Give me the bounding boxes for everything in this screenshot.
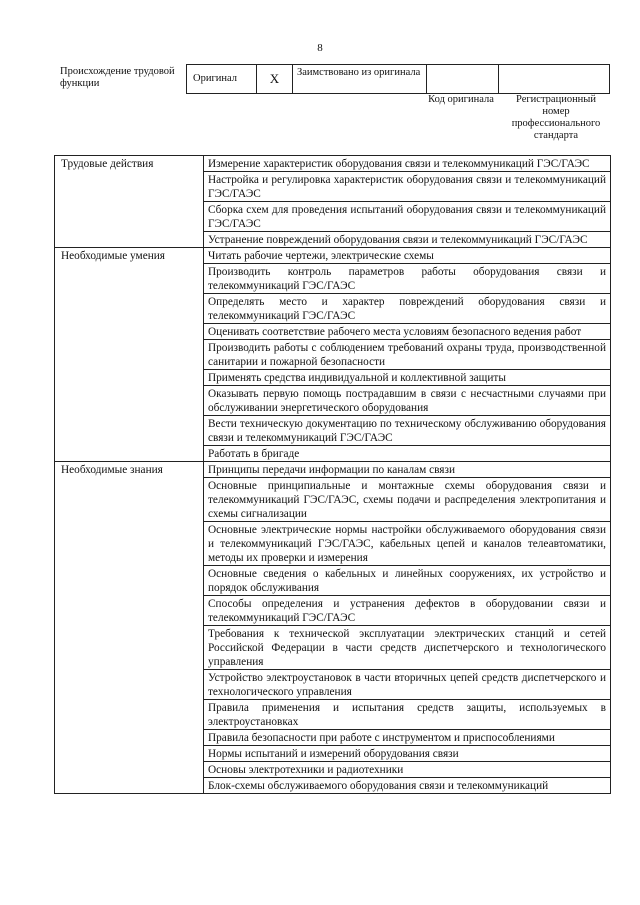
item-cell: Читать рабочие чертежи, электрические схемы bbox=[204, 248, 611, 264]
item-cell: Сборка схем для проведения испытаний оборудования связи и телекоммуникаций ГЭС/ГАЭС bbox=[204, 202, 611, 232]
item-cell: Определять место и характер повреждений оборудования связи и телекоммуникаций ГЭС/ГАЭС bbox=[204, 294, 611, 324]
table-row bbox=[55, 462, 611, 478]
origin-label: Происхождение трудовой функции bbox=[60, 66, 175, 89]
code-cell bbox=[427, 65, 499, 93]
item-cell: Правила безопасности при работе с инструментом и приспособлениями bbox=[204, 730, 611, 746]
item-cell: Применять средства индивидуальной и коллективной защиты bbox=[204, 370, 611, 386]
item-cell: Основные принципиальные и монтажные схемы оборудования связи и телекоммуникаций ГЭС/ГАЭС, схемы подачи и распределения электропитания и схемы сигнализации bbox=[204, 478, 611, 522]
item-cell: Правила применения и испытания средств защиты, используемых в электроустановках bbox=[204, 700, 611, 730]
item-cell: Производить контроль параметров работы оборудования связи и телекоммуникаций ГЭС/ГАЭС bbox=[204, 264, 611, 294]
borrowed-label: Заимствовано из оригинала bbox=[293, 65, 427, 93]
item-cell: Основные электрические нормы настройки обслуживаемого оборудования связи и телекоммуникаций ГЭС/ГАЭС, кабельных цепей и каналов телеавтоматики, методы их проверки и измерения bbox=[204, 522, 611, 566]
table-row bbox=[55, 248, 611, 264]
item-cell: Способы определения и устранения дефектов в оборудовании связи и телекоммуникаций ГЭС/ГАЭС bbox=[204, 596, 611, 626]
item-cell: Требования к технической эксплуатации электрических станций и сетей Российской Федерации в части средств диспетчерского и технологического управления bbox=[204, 626, 611, 670]
category-cell: Трудовые действия bbox=[55, 156, 204, 248]
item-cell: Производить работы с соблюдением требований охраны труда, производственной санитарии и пожарной безопасности bbox=[204, 340, 611, 370]
item-cell: Нормы испытаний и измерений оборудования связи bbox=[204, 746, 611, 762]
reg-number-cell bbox=[499, 65, 609, 93]
item-cell: Оценивать соответствие рабочего места условиям безопасного ведения работ bbox=[204, 324, 611, 340]
item-cell: Блок-схемы обслуживаемого оборудования связи и телекоммуникаций bbox=[204, 778, 611, 794]
item-cell: Основы электротехники и радиотехники bbox=[204, 762, 611, 778]
item-cell: Оказывать первую помощь пострадавшим в связи с несчастными случаями при обслуживании энергетического оборудования bbox=[204, 386, 611, 416]
item-cell: Вести техническую документацию по техническому обслуживанию оборудования связи и телекоммуникаций ГЭС/ГАЭС bbox=[204, 416, 611, 446]
category-cell: Необходимые умения bbox=[55, 248, 204, 462]
item-cell: Основные сведения о кабельных и линейных сооружениях, их устройство и порядок обслуживания bbox=[204, 566, 611, 596]
code-label: Код оригинала bbox=[428, 94, 494, 105]
item-cell: Работать в бригаде bbox=[204, 446, 611, 462]
item-cell: Устранение повреждений оборудования связи и телекоммуникаций ГЭС/ГАЭС bbox=[204, 232, 611, 248]
origin-table bbox=[186, 64, 610, 94]
original-label: Оригинал bbox=[187, 65, 257, 93]
function-table bbox=[54, 155, 611, 794]
item-cell: Принципы передачи информации по каналам связи bbox=[204, 462, 611, 478]
table-row bbox=[55, 156, 611, 172]
original-mark: X bbox=[257, 65, 293, 93]
page-number: 8 bbox=[317, 42, 323, 54]
item-cell: Устройство электроустановок в части вторичных цепей средств диспетчерского и технологического управления bbox=[204, 670, 611, 700]
item-cell: Настройка и регулировка характеристик оборудования связи и телекоммуникаций ГЭС/ГАЭС bbox=[204, 172, 611, 202]
reg-number-label: Регистрационный номер профессионального стандарта bbox=[511, 94, 601, 141]
category-cell: Необходимые знания bbox=[55, 462, 204, 794]
item-cell: Измерение характеристик оборудования связи и телекоммуникаций ГЭС/ГАЭС bbox=[204, 156, 611, 172]
